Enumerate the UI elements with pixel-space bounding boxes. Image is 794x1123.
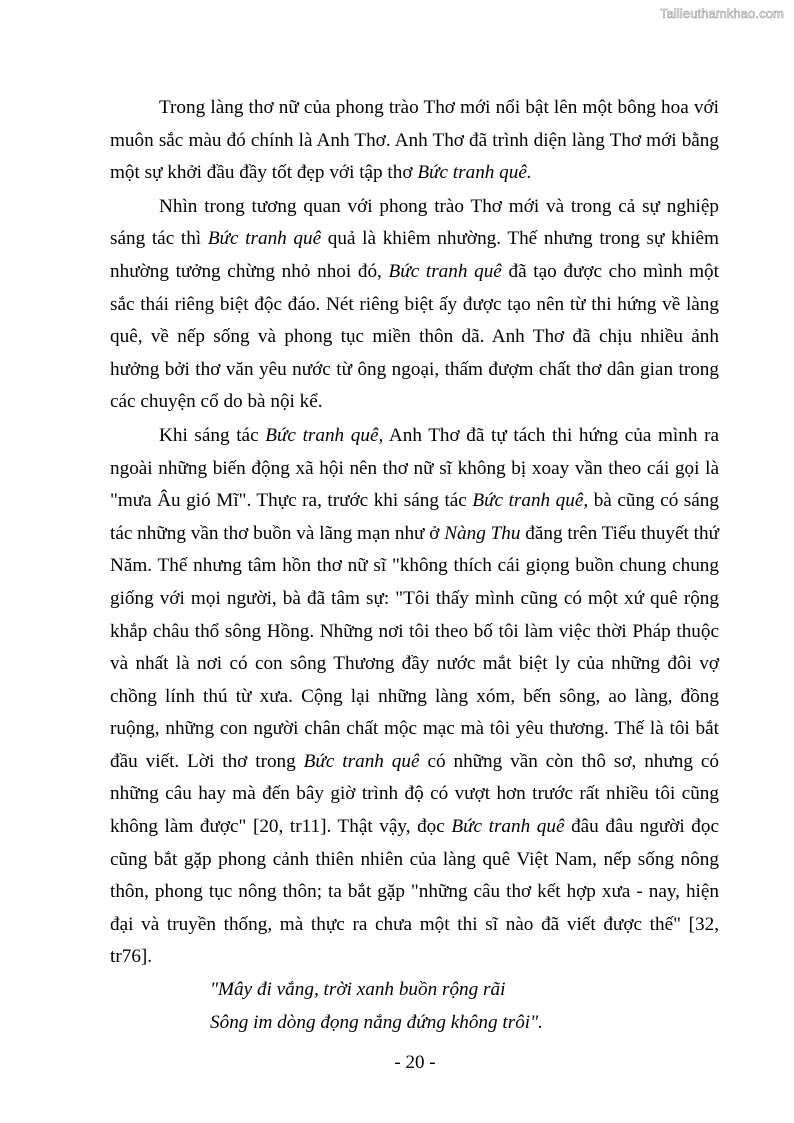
paragraph-2	[110, 191, 719, 419]
paragraph-text: có những vần còn thô sơ, nhưng có những câu hay mà đến bây giờ trình độ có vượt hơn trước rất nhiều tôi cũng không làm được" [20, tr11]. Thật vậy, đọc	[110, 750, 720, 838]
paragraph-text: Khi sáng tác	[159, 424, 266, 446]
paragraph-text: đăng trên Tiểu thuyết thứ Năm. Thế nhưng tâm hồn thơ nữ sĩ "không thích cái giọng buồn chung chung giống với mọi người, bà đã tâm sự: "Tôi thấy mình cũng có một xứ quê rộng khắp châu thổ sông Hồng. Những nơi tôi theo bố tôi làm việc thời Pháp thuộc và nhất là nơi có con sông Thương đầy nước mắt biệt ly của những đôi vợ chồng lính thú từ xưa. Cộng lại những làng xóm, bến sông, ao làng, đồng ruộng, những con người chân chất mộc mạc mà tôi yêu thương. Thế là tôi bắt đầu viết. Lời thơ trong	[110, 522, 719, 772]
paragraph-text: Trong làng thơ nữ của phong trào Thơ mới nổi bật lên một bông hoa với muôn sắc màu đó chính là Anh Thơ. Anh Thơ đã trình diện làng Thơ mới bằng một sự khởi đầu đầy tốt đẹp với tập thơ	[110, 97, 719, 184]
paragraph-1	[110, 92, 719, 190]
book-title: Bức tranh quê	[207, 228, 322, 250]
poem-title: Nàng Thu	[444, 522, 521, 544]
paragraph-text: Anh Thơ đã tự tách thi hứng của mình ra ngoài những biến động xã hội nên thơ nữ sĩ không bị xoay vần theo cái gọi là "mưa Âu gió Mĩ". Thực ra, trước khi sáng tác	[110, 424, 719, 512]
paragraph-text: Nhìn trong tương quan với phong trào Thơ mới và trong cả sự nghiệp sáng tác thì	[110, 195, 719, 250]
paragraph-text: bà cũng có sáng tác những vần thơ buồn và lãng mạn như ở	[110, 490, 719, 544]
page-number: - 20 -	[394, 1052, 436, 1073]
verse-line-1: "Mây đi vắng, trời xanh buồn rộng rãi	[210, 979, 506, 1001]
book-title: Bức tranh quê	[451, 816, 565, 838]
document-body	[110, 92, 719, 1039]
book-title: Bức tranh quê	[303, 750, 420, 772]
book-title: Bức tranh quê,	[472, 490, 589, 512]
verse-line-2: Sông im dòng đọng nắng đứng không trôi".	[210, 1011, 543, 1033]
watermark: Tailieuthamkhao.com	[659, 6, 784, 21]
paragraph-text: đâu đâu người đọc cũng bắt gặp phong cảnh thiên nhiên của làng quê Việt Nam, nếp sống nông thôn, phong tục nông thôn; ta bắt gặp "những câu thơ kết hợp xưa - nay, hiện đại và truyền thống, mà thực ra chưa một thi sĩ nào đã viết được thế" [32, tr76].	[110, 816, 719, 968]
book-title: Bức tranh quê.	[417, 162, 532, 184]
paragraph-text: đã tạo được cho mình một sắc thái riêng biệt độc đáo. Nét riêng biệt ấy được tạo nên từ thi hứng về làng quê, về nếp sống và phong tục miền thôn dã. Anh Thơ đã chịu nhiều ảnh hưởng bởi thơ văn yêu nước từ ông ngoại, thấm đượm chất thơ dân gian trong các chuyện cổ do bà nội kể.	[110, 260, 719, 413]
book-title: Bức tranh quê,	[265, 424, 384, 446]
book-title: Bức tranh quê	[388, 260, 502, 282]
paragraph-text: quả là khiêm nhường. Thế nhưng trong sự khiêm nhường tưởng chừng nhỏ nhoi đó,	[110, 228, 719, 282]
paragraph-3	[110, 420, 719, 974]
